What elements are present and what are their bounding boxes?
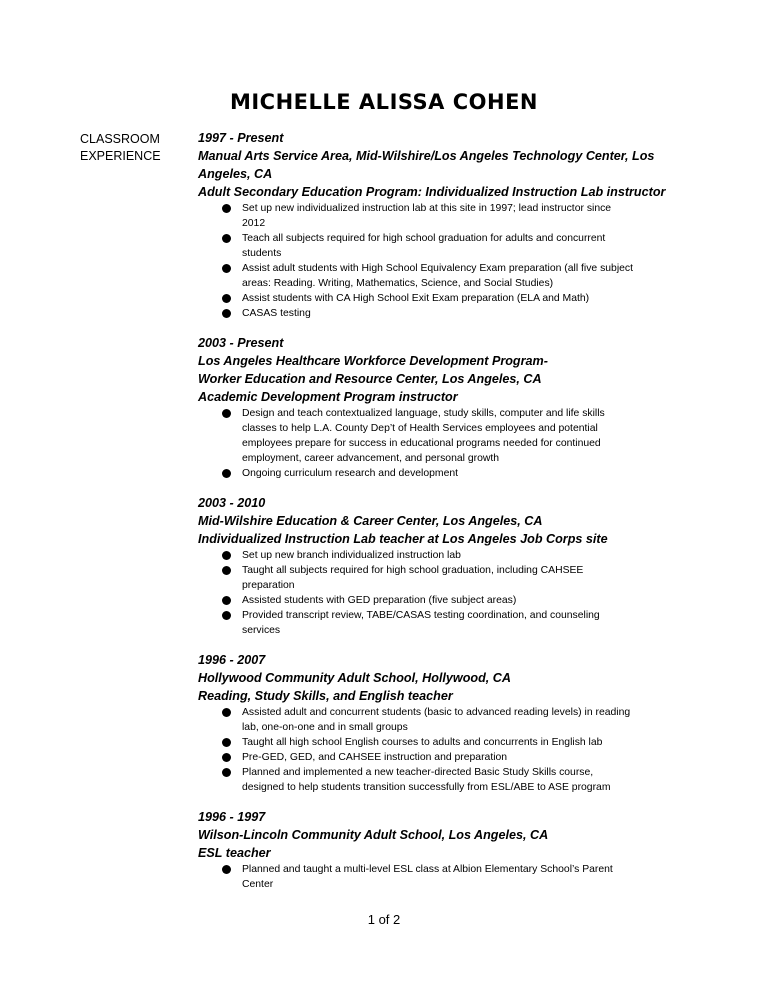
bullet-icon [222, 469, 231, 478]
job-detail-line: Worker Education and Resource Center, Los Angeles, CA [198, 372, 542, 386]
duty-line: Taught all high school English courses to adults and concurrents in English lab [242, 737, 603, 748]
job-detail-line: Adult Secondary Education Program: Individualized Instruction Lab instructor [198, 185, 666, 199]
bullet-icon [222, 551, 231, 560]
duty-line: preparation [242, 580, 295, 591]
resume-name [0, 90, 768, 114]
duty-line: classes to help L.A. County Dep’t of Health Services employees and potential [242, 423, 598, 434]
bullet-icon [222, 204, 231, 213]
page-indicator: 1 of 2 [367, 912, 401, 927]
duty-item [198, 201, 688, 231]
bullet-icon [222, 264, 231, 273]
job-dates: 2003 - Present [198, 336, 284, 350]
bullet-icon [222, 611, 231, 620]
duty-list [198, 862, 688, 892]
duty-line: 2012 [242, 218, 266, 229]
job-detail-line: Individualized Instruction Lab teacher at Los Angeles Job Corps site [198, 532, 608, 546]
duty-line: Provided transcript review, TABE/CASAS testing coordination, and counseling [242, 610, 600, 621]
section-label [80, 131, 161, 165]
job-detail-line: Academic Development Program instructor [198, 390, 458, 404]
job-detail-line: Wilson-Lincoln Community Adult School, Los Angeles, CA [198, 828, 549, 842]
duty-item [198, 291, 688, 306]
duty-item [198, 862, 688, 892]
job-detail-line: Hollywood Community Adult School, Hollywood, CA [198, 671, 511, 685]
resume-name-text: MICHELLE ALISSA COHEN [229, 90, 539, 114]
bullet-icon [222, 865, 231, 874]
bullet-icon [222, 768, 231, 777]
duty-line: Center [242, 879, 274, 890]
duty-list [198, 406, 688, 481]
job-detail-line: Manual Arts Service Area, Mid-Wilshire/Los Angeles Technology Center, Los [198, 149, 655, 163]
duty-item [198, 406, 688, 466]
job-entry [198, 651, 688, 795]
duty-line: employees prepare for success in educational programs needed for continued [242, 438, 601, 449]
duty-line: Set up new branch individualized instruction lab [242, 550, 461, 561]
duty-line: Pre-GED, GED, and CAHSEE instruction and preparation [242, 752, 508, 763]
section-label-line-1: CLASSROOM [80, 132, 160, 146]
duty-item [198, 306, 688, 321]
duty-line: Assist adult students with High School Equivalency Exam preparation (all five subject [242, 263, 633, 274]
job-dates: 1997 - Present [198, 131, 284, 145]
bullet-icon [222, 309, 231, 318]
duty-line: students [242, 248, 282, 259]
job-entry [198, 334, 688, 481]
duty-line: CASAS testing [242, 308, 311, 319]
duty-line: services [242, 625, 281, 636]
job-dates: 1996 - 1997 [198, 810, 266, 824]
duty-line: Assist students with CA High School Exit Exam preparation (ELA and Math) [242, 293, 590, 304]
job-detail-line: Reading, Study Skills, and English teacher [198, 689, 453, 703]
job-dates: 1996 - 2007 [198, 653, 266, 667]
job-detail-line: Mid-Wilshire Education & Career Center, Los Angeles, CA [198, 514, 543, 528]
duty-item [198, 593, 688, 608]
duty-list [198, 201, 688, 321]
duty-item [198, 608, 688, 638]
job-dates: 2003 - 2010 [198, 496, 266, 510]
job-entry [198, 808, 688, 892]
duty-item [198, 765, 688, 795]
bullet-icon [222, 753, 231, 762]
job-entry [198, 129, 688, 321]
duty-list [198, 548, 688, 638]
section-label-line-2: EXPERIENCE [80, 149, 161, 163]
duty-line: Assisted students with GED preparation (five subject areas) [242, 595, 517, 606]
duty-item [198, 466, 688, 481]
page-footer [0, 912, 768, 927]
bullet-icon [222, 409, 231, 418]
duty-line: Taught all subjects required for high school graduation, including CAHSEE [242, 565, 584, 576]
bullet-icon [222, 566, 231, 575]
job-detail-line: Angeles, CA [198, 167, 273, 181]
duty-line: Ongoing curriculum research and development [242, 468, 459, 479]
duty-line: areas: Reading. Writing, Mathematics, Science, and Social Studies) [242, 278, 554, 289]
duty-item [198, 705, 688, 735]
duty-line: Set up new individualized instruction lab at this site in 1997; lead instructor since [242, 203, 612, 214]
duty-line: employment, career advancement, and personal growth [242, 453, 500, 464]
duty-line: Planned and taught a multi-level ESL class at Albion Elementary School’s Parent [242, 864, 613, 875]
duty-line: Planned and implemented a new teacher-directed Basic Study Skills course, [242, 767, 594, 778]
duty-line: designed to help students transition successfully from ESL/ABE to ASE program [242, 782, 611, 793]
duty-line: Teach all subjects required for high school graduation for adults and concurrent [242, 233, 606, 244]
bullet-icon [222, 708, 231, 717]
job-entry [198, 494, 688, 638]
job-detail-line: ESL teacher [198, 846, 271, 860]
duty-list [198, 705, 688, 795]
duty-item [198, 548, 688, 563]
duty-item [198, 735, 688, 750]
duty-item [198, 231, 688, 261]
duty-line: Design and teach contextualized language, study skills, computer and life skills [242, 408, 605, 419]
bullet-icon [222, 596, 231, 605]
duty-item [198, 750, 688, 765]
job-detail-line: Los Angeles Healthcare Workforce Development Program- [198, 354, 548, 368]
duty-line: Assisted adult and concurrent students (basic to advanced reading levels) in reading [242, 707, 631, 718]
bullet-icon [222, 234, 231, 243]
bullet-icon [222, 738, 231, 747]
bullet-icon [222, 294, 231, 303]
duty-item [198, 261, 688, 291]
duty-item [198, 563, 688, 593]
duty-line: lab, one-on-one and in small groups [242, 722, 408, 733]
experience-list [198, 129, 688, 905]
